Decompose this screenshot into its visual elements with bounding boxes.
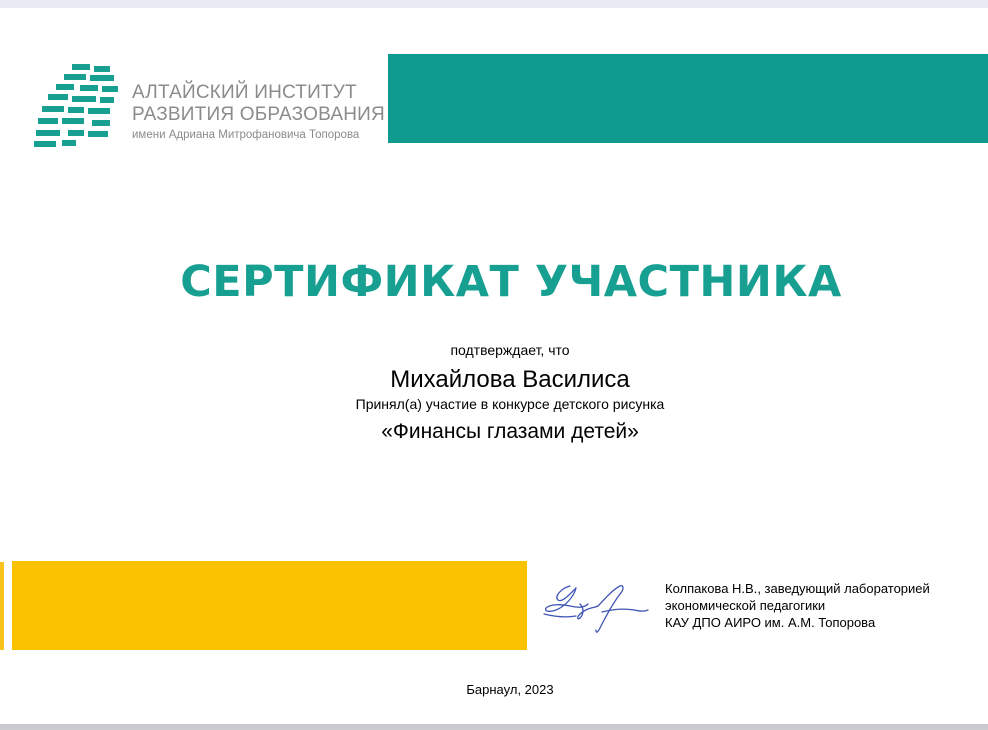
institute-name-line2: РАЗВИТИЯ ОБРАЗОВАНИЯ xyxy=(132,104,385,125)
city-year: Барнаул, 2023 xyxy=(466,682,554,697)
logo-mark-icon xyxy=(34,60,124,152)
header-teal-band xyxy=(388,54,988,143)
institute-name-line1: АЛТАЙСКИЙ ИНСТИТУТ xyxy=(132,82,357,103)
recipient-name: Михайлова Василиса xyxy=(390,366,630,393)
page-bottom-edge xyxy=(0,724,988,730)
footer-yellow-band xyxy=(12,561,527,650)
signature-icon xyxy=(540,578,650,638)
certificate-title: СЕРТИФИКАТ УЧАСТНИКА xyxy=(180,257,842,307)
signer-block xyxy=(665,580,930,631)
confirms-text: подтверждает, что xyxy=(450,342,570,358)
signer-line3: КАУ ДПО АИРО им. А.М. Топорова xyxy=(665,615,876,630)
participation-text: Принял(а) участие в конкурсе детского рисунка xyxy=(355,396,665,412)
signer-line1: Колпакова Н.В., заведующий лабораторией xyxy=(665,581,930,596)
contest-name: «Финансы глазами детей» xyxy=(381,420,639,443)
signer-line2: экономической педагогики xyxy=(665,598,826,613)
footer-yellow-sliver xyxy=(0,562,4,650)
institute-name-line3: имени Адриана Митрофановича Топорова xyxy=(132,129,360,141)
institute-logo xyxy=(34,60,385,152)
certificate-page xyxy=(0,8,988,724)
